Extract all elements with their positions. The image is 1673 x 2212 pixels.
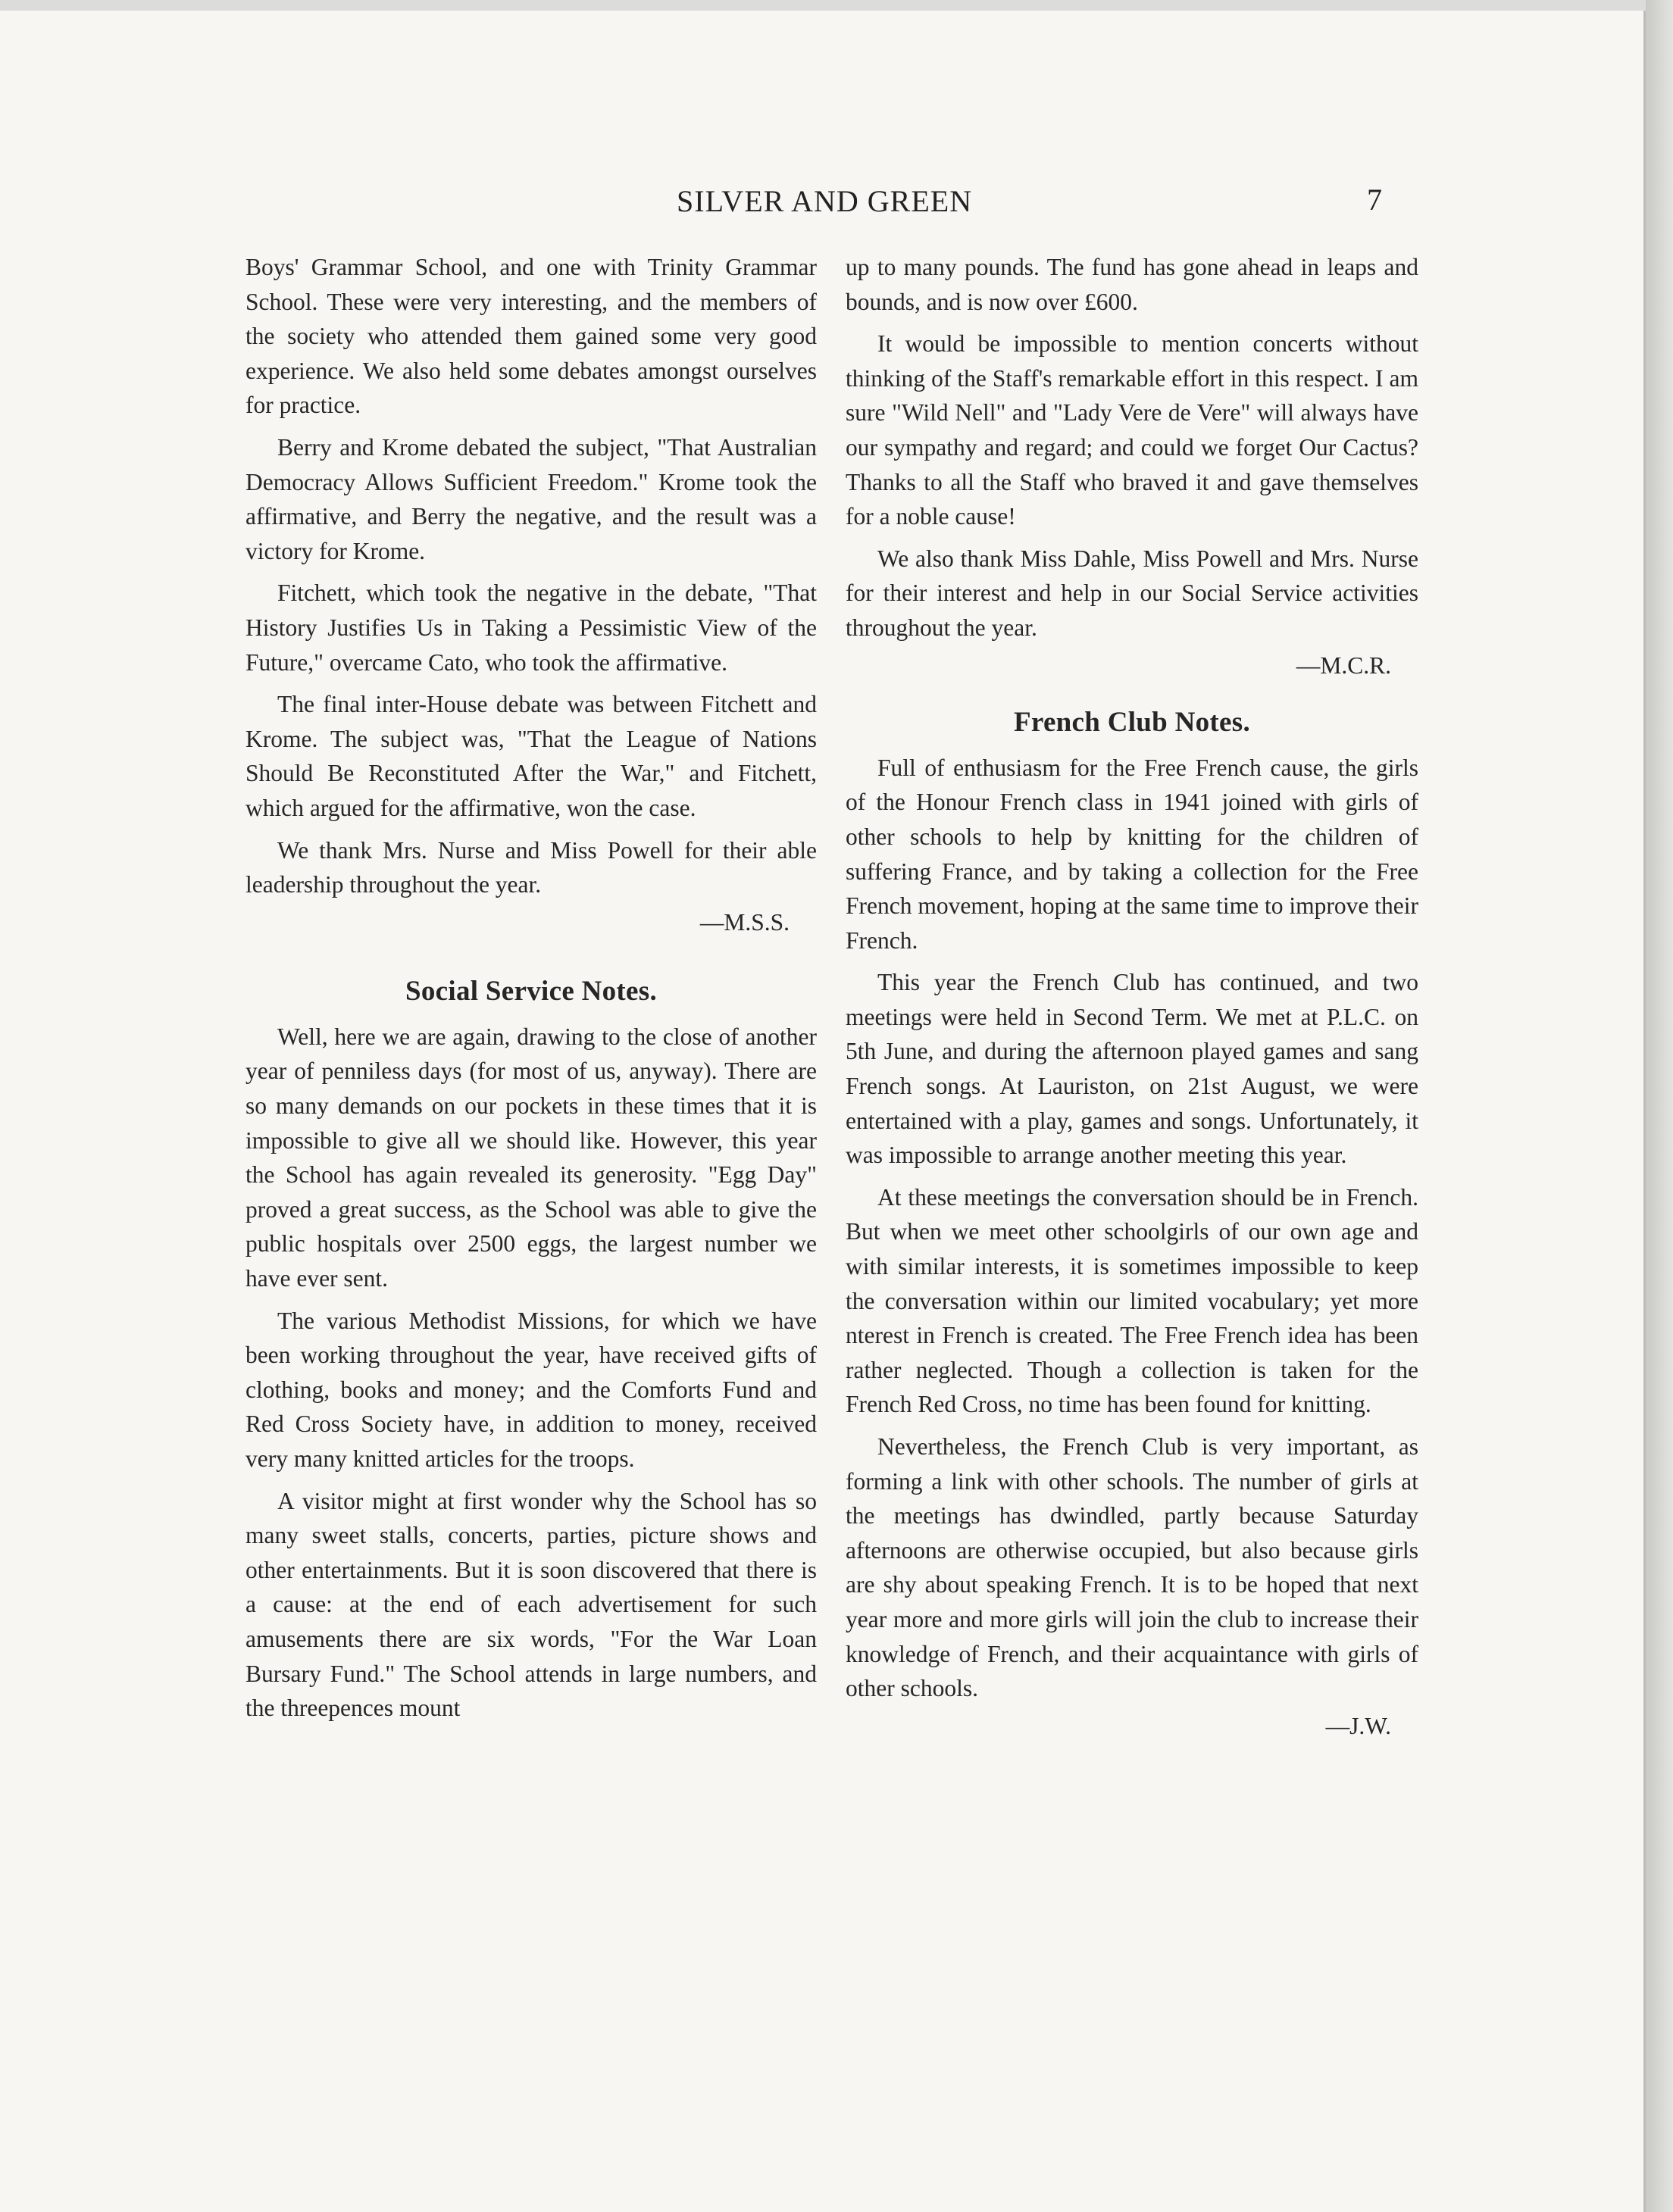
- paragraph: Well, here we are again, drawing to the close of another year of penniless days (for most of us, anyway). There are so many demands on our pockets in these times that it is impossible to give all we should like. However, this year the School has again revealed its generosity. "Egg Day" proved a great success, as the School was able to give the public hospitals over 2500 eggs, the largest number we have ever sent.: [245, 1023, 817, 1292]
- paragraph: Fitchett, which took the negative in the debate, "That History Justifies Us in Taking a Pessimistic View of the Future," overcame Cato, who took the affirmative.: [245, 580, 817, 676]
- author-initials: —M.C.R.: [1296, 651, 1391, 679]
- paragraph: A visitor might at first wonder why the School has so many sweet stalls, concerts, parties, picture shows and other entertainments. But it is soon discovered that there is a cause: at the end of each advertisement for such amusements there are six words, "For the War Loan Bursary Fund." The School attends in large numbers, and the threepences mount: [245, 1487, 817, 1722]
- paragraph: It would be impossible to mention concerts without thinking of the Staff's remarkable effort in this respect. I am sure "Wild Nell" and "Lady Vere de Vere" will always have our sympathy and regard; and could we forget Our Cactus? Thanks to all the Staff who braved it and gave themselves for a noble cause!: [846, 330, 1418, 530]
- author-initials: —J.W.: [1325, 1712, 1391, 1739]
- paragraph: up to many pounds. The fund has gone ahead in leaps and bounds, and is now over £600.: [846, 254, 1418, 315]
- paragraph: This year the French Club has continued, and two meetings were held in Second Term. We met at P.L.C. on 5th June, and during the afternoon played games and sang French songs. At Lauriston, on 21st August, we were entertained with a play, games and songs. Unfortunately, it was impossible to arrange another meeting this year.: [846, 969, 1418, 1169]
- paragraph: Berry and Krome debated the subject, "That Australian Democracy Allows Sufficient Freedom." Krome took the affirmative, and Berry the negative, and the result was a victory for Krome.: [245, 433, 817, 564]
- left-column: [245, 250, 817, 1733]
- paragraph: Nevertheless, the French Club is very important, as forming a link with other schools. The number of girls at the meetings has dwindled, partly because Saturday afternoons are otherwise occupied, but also because girls are shy about speaking French. It is to be hoped that next year more and more girls will join the club to increase their knowledge of French, and their acquaintance with girls of other schools.: [846, 1433, 1418, 1702]
- paragraph: The final inter-House debate was between Fitchett and Krome. The subject was, "That the League of Nations Should Be Reconstituted After the War," and Fitchett, which argued for the affirmative, won the case.: [245, 691, 817, 821]
- paragraph: Full of enthusiasm for the Free French cause, the girls of the Honour French class in 1941 joined with girls of other schools to help by knitting for the children of suffering France, and by taking a collection for the Free French movement, hoping at the same time to improve their French.: [846, 754, 1418, 954]
- page-number: 7: [1367, 183, 1382, 217]
- paragraph: At these meetings the conversation should be in French. But when we meet other schoolgirls of our own age and with similar interests, it is sometimes impossible to keep the conversation within our limited vocabulary; yet more nterest in French is created. The Free French idea has been rather neglected. Though a collection is taken for the French Red Cross, no time has been found for knitting.: [846, 1183, 1418, 1418]
- running-title: SILVER AND GREEN: [677, 184, 973, 218]
- paragraph: Boys' Grammar School, and one with Trinity Grammar School. These were very interesting, and the members of the society who attended them gained some very good experience. We also held some debates amongst ourselves for practice.: [245, 254, 817, 419]
- page-edge-shadow: [1646, 0, 1673, 2212]
- paragraph: The various Methodist Missions, for which we have been working throughout the year, have received gifts of clothing, books and money; and the Comforts Fund and Red Cross Society have, in addition to money, received very many knitted articles for the troops.: [245, 1307, 817, 1472]
- right-column: [846, 250, 1418, 1743]
- section-heading-french-club: French Club Notes.: [1013, 707, 1251, 739]
- author-initials: —M.S.S.: [699, 908, 790, 936]
- page-header: [667, 176, 1061, 221]
- section-heading-social-service: Social Service Notes.: [405, 976, 658, 1008]
- paragraph: We thank Mrs. Nurse and Miss Powell for their able leadership throughout the year.: [245, 836, 817, 898]
- paragraph: We also thank Miss Dahle, Miss Powell and Mrs. Nurse for their interest and help in our Social Service activities throughout the year.: [846, 545, 1418, 641]
